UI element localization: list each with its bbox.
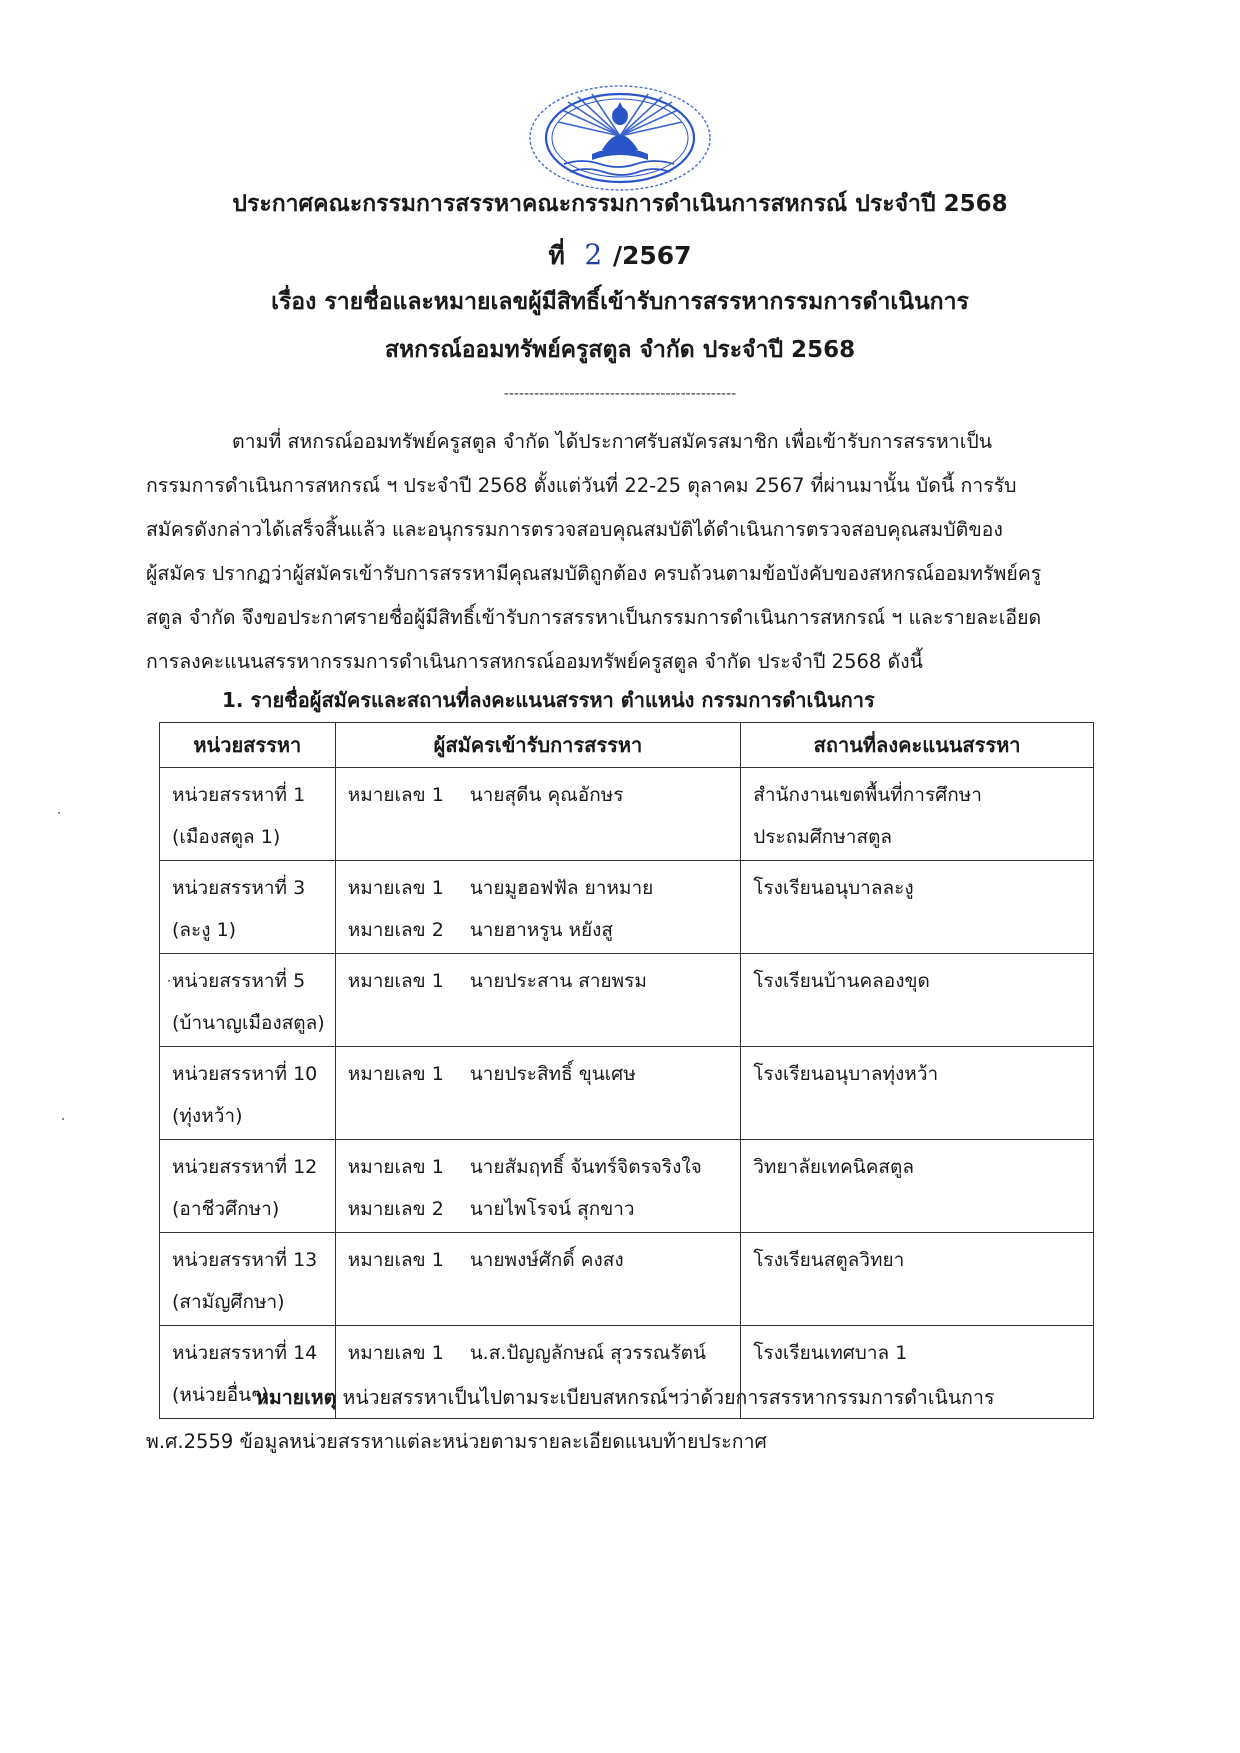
place-line: โรงเรียนเทศบาล 1 bbox=[753, 1342, 908, 1364]
note-line: พ.ศ.2559 ข้อมูลหน่วยสรรหาแต่ละหน่วยตามรายละเอียดแนบท้ายประกาศ bbox=[146, 1430, 767, 1453]
place-cell bbox=[741, 1233, 1094, 1326]
separator-line: ---------------------------------------------- bbox=[503, 386, 737, 402]
candidate-name: น.ส.ปัญญลักษณ์ สุวรรณรัตน์ bbox=[469, 1342, 706, 1364]
unit-name: หน่วยสรรหาที่ 5 bbox=[172, 970, 306, 992]
candidates-cell bbox=[335, 1047, 741, 1140]
body-line: สมัครดังกล่าวได้เสร็จสิ้นแล้ว และอนุกรรมการตรวจสอบคุณสมบัติได้ดำเนินการตรวจสอบคุณสมบัติของ bbox=[146, 518, 1003, 541]
candidate-name: นายพงษ์ศักดิ์ คงสง bbox=[469, 1249, 624, 1271]
candidate bbox=[348, 1146, 731, 1188]
section-title: 1. รายชื่อผู้สมัครและสถานที่ลงคะแนนสรรหา ตำแหน่ง กรรมการดำเนินการ bbox=[222, 688, 875, 712]
unit-area: (ละงู 1) bbox=[172, 919, 237, 941]
announcement-title: ประกาศคณะกรรมการสรรหาคณะกรรมการดำเนินการสหกรณ์ ประจำปี 2568 bbox=[232, 191, 1008, 217]
unit-cell bbox=[160, 1140, 336, 1233]
candidate-name: นายประสาน สายพรม bbox=[469, 970, 647, 992]
candidate-number: หมายเลข 1 bbox=[347, 1342, 444, 1364]
candidates-cell bbox=[335, 1140, 741, 1233]
body-line: การลงคะแนนสรรหากรรมการดำเนินการสหกรณ์ออมทรัพย์ครูสตูล จำกัด ประจำปี 2568 ดังนี้ bbox=[146, 650, 924, 673]
body-line: กรรมการดำเนินการสหกรณ์ ฯ ประจำปี 2568 ตั้งแต่วันที่ 22-25 ตุลาคม 2567 ที่ผ่านมานั้น บัดนี้ การรับ bbox=[146, 474, 1017, 497]
header-candidates: ผู้สมัครเข้ารับการสรรหา bbox=[335, 723, 741, 768]
place-line: สำนักงานเขตพื้นที่การศึกษา bbox=[753, 784, 982, 806]
scan-speck bbox=[168, 980, 170, 982]
unit-area: (หน่วยอื่นๆ) bbox=[172, 1384, 269, 1406]
table-row bbox=[160, 861, 1094, 954]
candidate-name: นายสัมฤทธิ์ จันทร์จิตรจริงใจ bbox=[469, 1156, 702, 1178]
unit-name: หน่วยสรรหาที่ 10 bbox=[172, 1063, 318, 1085]
unit-cell bbox=[160, 768, 336, 861]
table-row bbox=[160, 1047, 1094, 1140]
body-line: สตูล จำกัด จึงขอประกาศรายชื่อผู้มีสิทธิ์เข้ารับการสรรหาเป็นกรรมการดำเนินการสหกรณ์ ฯ และรายละเอียด bbox=[146, 606, 1042, 629]
note-line bbox=[146, 1376, 1096, 1420]
unit-area: (เมืองสตูล 1) bbox=[172, 826, 281, 848]
candidate bbox=[348, 1188, 731, 1230]
candidate-number: หมายเลข 1 bbox=[347, 1249, 444, 1271]
subject-line-2: สหกรณ์ออมทรัพย์ครูสตูล จำกัด ประจำปี 2568 bbox=[384, 337, 856, 363]
note-label: หมายเหตุ bbox=[256, 1386, 337, 1409]
candidate-number: หมายเลข 1 bbox=[347, 1156, 444, 1178]
place-cell bbox=[741, 1047, 1094, 1140]
candidate bbox=[348, 1239, 731, 1281]
unit-cell bbox=[160, 1233, 336, 1326]
table-row bbox=[160, 1140, 1094, 1233]
place-cell bbox=[741, 1140, 1094, 1233]
unit-name: หน่วยสรรหาที่ 13 bbox=[172, 1249, 318, 1271]
candidate bbox=[348, 1053, 731, 1095]
handwritten-number: 2 bbox=[584, 238, 603, 271]
number-suffix: /2567 bbox=[612, 241, 692, 270]
candidate-name: นายฮาหรูน หยังสู bbox=[469, 919, 614, 941]
body-line: ตามที่ สหกรณ์ออมทรัพย์ครูสตูล จำกัด ได้ประกาศรับสมัครสมาชิก เพื่อเข้ารับการสรรหาเป็น bbox=[232, 430, 993, 453]
candidate-number: หมายเลข 2 bbox=[347, 1198, 444, 1220]
place-line: โรงเรียนสตูลวิทยา bbox=[753, 1249, 905, 1271]
place-line: ประถมศึกษาสตูล bbox=[753, 826, 893, 848]
body-paragraph bbox=[146, 420, 1096, 684]
remark-note bbox=[146, 1376, 1096, 1464]
subject-line-1: เรื่อง รายชื่อและหมายเลขผู้มีสิทธิ์เข้ารับการสรรหากรรมการดำเนินการ bbox=[271, 289, 969, 315]
candidate-name: นายไพโรจน์ สุกขาว bbox=[469, 1198, 635, 1220]
candidates-cell bbox=[335, 954, 741, 1047]
candidates-cell bbox=[335, 1233, 741, 1326]
unit-cell bbox=[160, 954, 336, 1047]
unit-area: (บ้านาญเมืองสตูล) bbox=[172, 1012, 325, 1034]
candidate-name: นายสุดีน คุณอักษร bbox=[469, 784, 624, 806]
unit-area: (ทุ่งหว้า) bbox=[172, 1105, 243, 1127]
unit-area: (อาชีวศึกษา) bbox=[172, 1198, 280, 1220]
table-header-row bbox=[160, 723, 1094, 768]
candidate-number: หมายเลข 2 bbox=[347, 919, 444, 941]
candidates-cell bbox=[335, 768, 741, 861]
candidates-table bbox=[159, 722, 1094, 1419]
unit-name: หน่วยสรรหาที่ 12 bbox=[172, 1156, 318, 1178]
candidate bbox=[348, 774, 731, 816]
place-cell bbox=[741, 861, 1094, 954]
candidate bbox=[348, 960, 731, 1002]
candidate bbox=[348, 867, 731, 909]
scan-speck bbox=[62, 1118, 64, 1120]
place-line: โรงเรียนอนุบาลละงู bbox=[753, 877, 914, 899]
place-cell bbox=[741, 768, 1094, 861]
place-line: โรงเรียนอนุบาลทุ่งหว้า bbox=[753, 1063, 939, 1085]
candidate-number: หมายเลข 1 bbox=[347, 784, 444, 806]
candidate bbox=[348, 1332, 731, 1374]
header-unit: หน่วยสรรหา bbox=[160, 723, 336, 768]
scan-speck bbox=[58, 812, 60, 814]
table-row bbox=[160, 954, 1094, 1047]
announcement-number bbox=[0, 236, 1240, 276]
unit-cell bbox=[160, 861, 336, 954]
candidate-number: หมายเลข 1 bbox=[347, 877, 444, 899]
unit-name: หน่วยสรรหาที่ 1 bbox=[172, 784, 306, 806]
number-prefix: ที่ bbox=[548, 241, 565, 270]
unit-name: หน่วยสรรหาที่ 3 bbox=[172, 877, 306, 899]
header-place: สถานที่ลงคะแนนสรรหา bbox=[741, 723, 1094, 768]
candidate-number: หมายเลข 1 bbox=[347, 970, 444, 992]
place-cell bbox=[741, 954, 1094, 1047]
body-line: ผู้สมัคร ปรากฏว่าผู้สมัครเข้ารับการสรรหามีคุณสมบัติถูกต้อง ครบถ้วนตามข้อบังคับของสหกรณ์ออมทรัพย์ครู bbox=[146, 562, 1042, 585]
candidate-name: นายมูฮอฟฟัล ยาหมาย bbox=[469, 877, 654, 899]
place-line: โรงเรียนบ้านคลองขุด bbox=[753, 970, 930, 992]
candidate-number: หมายเลข 1 bbox=[347, 1063, 444, 1085]
table-row bbox=[160, 768, 1094, 861]
candidates-cell bbox=[335, 861, 741, 954]
note-text: หน่วยสรรหาเป็นไปตามระเบียบสหกรณ์ฯว่าด้วยการสรรหากรรมการดำเนินการ bbox=[336, 1386, 995, 1409]
cooperative-seal-stamp bbox=[522, 80, 718, 198]
unit-area: (สามัญศึกษา) bbox=[172, 1291, 285, 1313]
candidate bbox=[348, 909, 731, 951]
table-row bbox=[160, 1233, 1094, 1326]
unit-cell bbox=[160, 1047, 336, 1140]
unit-name: หน่วยสรรหาที่ 14 bbox=[172, 1342, 318, 1364]
candidate-name: นายประสิทธิ์ ขุนเศษ bbox=[469, 1063, 636, 1085]
place-line: วิทยาลัยเทคนิคสตูล bbox=[753, 1156, 914, 1178]
